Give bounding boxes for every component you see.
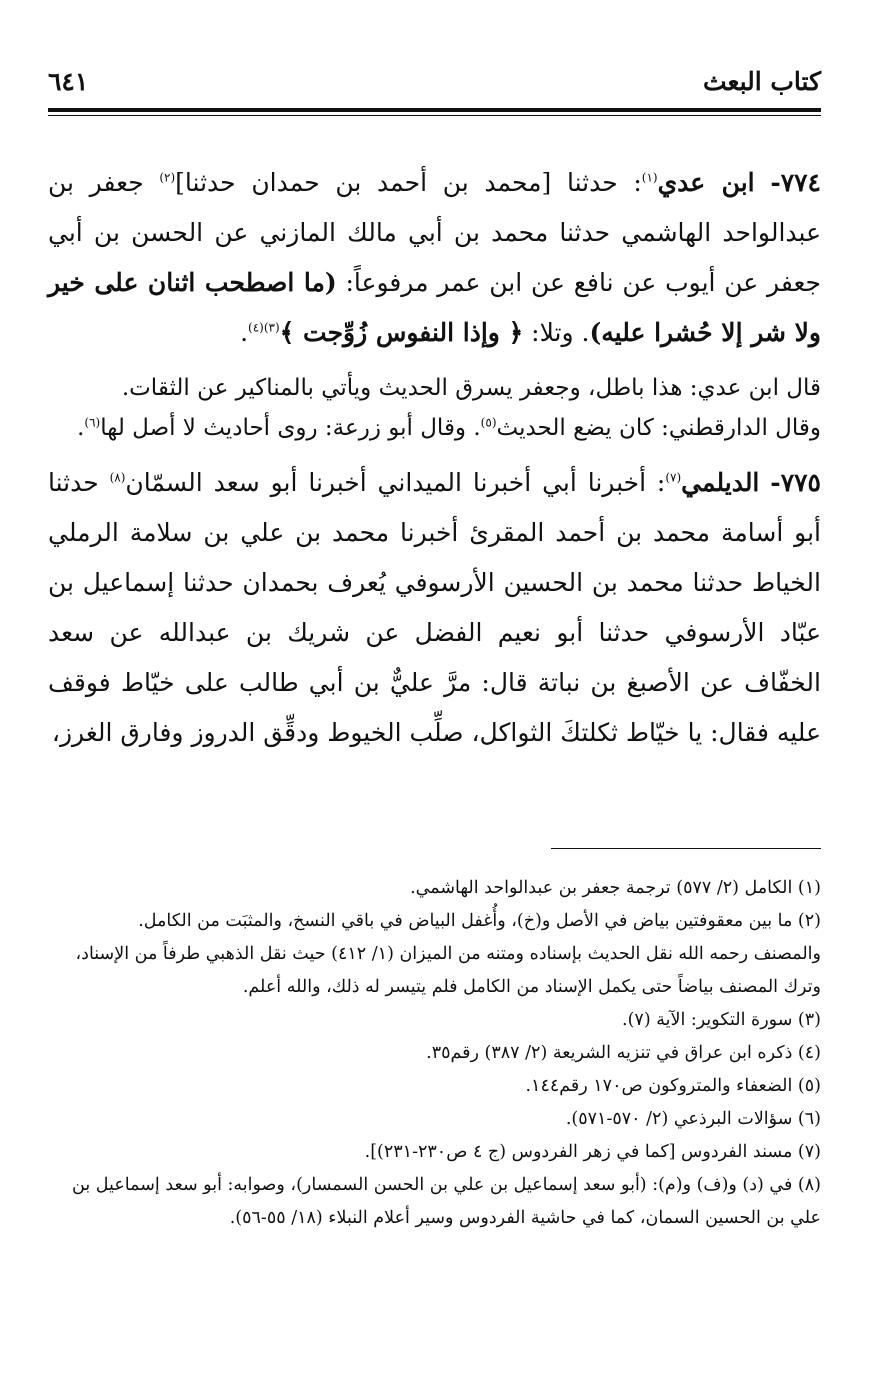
footnote-3: (٣) سورة التكوير: الآية (٧). xyxy=(622,1010,821,1030)
commentary xyxy=(48,368,821,448)
footnote-2-continued: والمصنف رحمه الله نقل الحديث بإسناده ومتنه من الميزان (١/ ٤١٢) حيث نقل الذهبي طرفاً من الإسناد، xyxy=(75,944,821,964)
hadith-text: : حدثنا [محمد بن أحمد بن حمدان حدثنا] xyxy=(175,168,642,197)
footnote-6: (٦) سؤالات البرذعي (٢/ ٥٧٠-٥٧١). xyxy=(565,1109,821,1129)
hadith-text: حدثنا أبو أسامة محمد بن أحمد المقرئ أخبرنا محمد بن علي بن سلامة الرملي الخياط حدثنا محمد بن الحسين الأرسوفي يُعرف بحمدان حدثنا إسماعيل بن عبّاد الأرسوفي حدثنا أبو نعيم الفضل عن شريك بن عبدالله عن سعد الخفّاف عن الأصبغ بن نباتة قال: مرَّ عليٌّ بن أبي طالب على خيّاط فوقف عليه فقال: يا خيّاط ثكلتكَ الثواكل، صلِّب الخيوط ودقِّق الدروز وفارق الغرز، xyxy=(48,468,821,747)
footnote-separator xyxy=(551,848,821,849)
commentary-line: . وقال أبو زرعة: روى أحاديث لا أصل لها xyxy=(100,415,481,441)
hadith-source: ابن عدي xyxy=(657,168,755,197)
footnote-ref-6[interactable]: (٦) xyxy=(84,415,101,430)
commentary-line: . xyxy=(77,415,85,441)
footnote-8: (٨) في (د) و(ف) و(م): (أبو سعد إسماعيل بن علي بن الحسن السمسار)، وصوابه: أبو سعد إسماعيل بن xyxy=(72,1175,821,1195)
footnote-ref-1[interactable]: (١) xyxy=(641,170,658,185)
footnote-1: (١) الكامل (٢/ ٥٧٧) ترجمة جعفر بن عبدالواحد الهاشمي. xyxy=(410,878,821,898)
commentary-line: وقال الدارقطني: كان يضع الحديث xyxy=(496,415,821,441)
footnotes xyxy=(48,872,821,1235)
footnote-5: (٥) الضعفاء والمتروكون ص١٧٠ رقم١٤٤. xyxy=(525,1076,821,1096)
main-text xyxy=(48,158,821,758)
commentary-line: قال ابن عدي: هذا باطل، وجعفر يسرق الحديث ويأتي بالمناكير عن الثقات. xyxy=(121,375,821,401)
hadith-matn: (ما اصطحب اثنان على خير ولا شر إلا حُشرا عليه) xyxy=(48,268,821,347)
hadith-text: جعفر بن عبدالواحد الهاشمي حدثنا محمد بن أبي مالك المازني عن الحسن بن أبي جعفر عن أيوب عن نافع عن ابن عمر مرفوعاً: xyxy=(48,168,821,297)
page-header xyxy=(48,56,821,96)
hadith-774 xyxy=(48,158,821,358)
footnote-2: (٢) ما بين معقوفتين بياض في الأصل و(خ)، وأُغفل البياض في باقي النسخ، والمثبَت من الكامل. xyxy=(138,911,821,931)
hadith-text: : أخبرنا أبي أخبرنا الميداني أخبرنا أبو سعد السمّان xyxy=(125,468,666,497)
running-title: كتاب البعث xyxy=(702,67,821,96)
footnote-2-continued: وترك المصنف بياضاً حتى يكمل الإسناد من الكامل فلم يتيسر له ذلك، والله أعلم. xyxy=(242,977,821,997)
hadith-source: الديلمي xyxy=(681,468,760,497)
hadith-number: ٧٧٥- xyxy=(770,468,821,497)
footnote-8-continued: علي بن الحسين السمان، كما في حاشية الفردوس وسير أعلام النبلاء (١٨/ ٥٥-٥٦). xyxy=(229,1208,821,1228)
footnote-ref-7[interactable]: (٧) xyxy=(665,470,682,485)
quran-verse: ﴿ وإذا النفوس زُوِّجت ﴾ xyxy=(279,318,524,347)
hadith-775 xyxy=(48,458,821,758)
hadith-number: ٧٧٤- xyxy=(770,168,821,197)
hadith-text: . وتلا: xyxy=(523,318,590,347)
header-rule-thin xyxy=(48,115,821,116)
footnote-4: (٤) ذكره ابن عراق في تنزيه الشريعة (٢/ ٣٨٧) رقم٣٥. xyxy=(426,1043,821,1063)
footnote-ref-4[interactable]: (٤) xyxy=(248,320,264,335)
footnote-ref-3[interactable]: (٣) xyxy=(263,320,280,335)
footnote-ref-2[interactable]: (٢) xyxy=(159,170,176,185)
footnote-ref-8[interactable]: (٨) xyxy=(109,470,126,485)
footnote-7: (٧) مسند الفردوس [كما في زهر الفردوس (ج ٤ ص٢٣٠-٢٣١)]. xyxy=(364,1142,821,1162)
hadith-text: . xyxy=(240,318,249,347)
page-number: ٦٤١ xyxy=(48,67,89,96)
header-rule-thick xyxy=(48,108,821,112)
footnote-ref-5[interactable]: (٥) xyxy=(480,415,497,430)
